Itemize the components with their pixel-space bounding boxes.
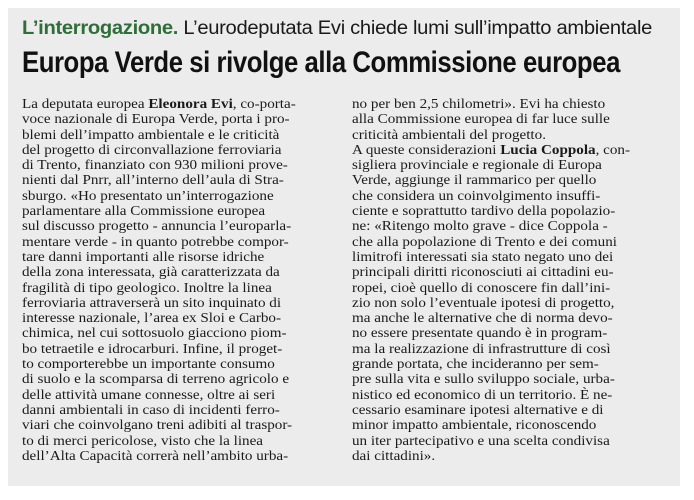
body-text-line: zio non solo l’eventuale ipotesi di progetto,	[352, 294, 615, 310]
body-text-line: dai cittadini».	[352, 447, 436, 463]
body-text-line: che alla popolazione di Trento e dei comuni	[352, 233, 617, 249]
kicker-label: L’interrogazione.	[22, 18, 179, 39]
body-text-line: di suolo e la scomparsa di terreno agricolo e	[22, 371, 290, 387]
body-text-line: danni ambientali in caso di incidenti ferro-	[22, 401, 280, 417]
body-text-line: sigliera provinciale e regionale di Europa	[352, 157, 602, 173]
article-clipping	[8, 8, 680, 486]
body-text-line: ropei, cioè quello di conoscere fin dall’ini-	[352, 279, 611, 295]
body-text-line: to di merci pericolose, visto che la linea	[22, 432, 264, 448]
body-text-line: principali diritti riconosciuti ai cittadini eu-	[352, 264, 614, 280]
right-column	[352, 96, 660, 463]
body-text-line: interesse nazionale, l’area ex Sloi e Carbo-	[22, 310, 282, 326]
body-text-line: ma la realizzazione di infrastrutture di così	[352, 340, 611, 356]
body-text-line: criticità ambientali del progetto.	[352, 126, 546, 142]
body-text-line: minor impatto ambientale, riconoscendo	[352, 417, 597, 433]
kicker	[22, 18, 694, 40]
body-text-line: che considera un coinvolgimento insuffi-	[352, 187, 601, 203]
body-text-line: no essere presentate quando è in program-	[352, 325, 608, 341]
body-text-segment: , co-porta-	[232, 96, 296, 111]
body-text-line: di Trento, finanziato con 930 milioni prove-	[22, 157, 288, 173]
body-text-line: mentare verde - in quanto potrebbe compor-	[22, 233, 289, 249]
body-text-line: chimica, nel cui sottosuolo giacciono piom-	[22, 325, 287, 341]
body-text-line: pre sulla vita e sullo sviluppo sociale, urba-	[352, 371, 615, 387]
body-text-line: parlamentare alla Commissione europea	[22, 203, 266, 219]
kicker-text: L’eurodeputata Evi chiede lumi sull’impatto ambientale	[178, 18, 653, 39]
body-text-segment: A queste considerazioni	[352, 141, 501, 157]
person-name: Lucia Coppola	[500, 141, 596, 157]
body-text-line: un iter partecipativo e una scelta condivisa	[352, 432, 610, 448]
body-text-line: grande portata, che incideranno per sem-	[352, 356, 599, 372]
body-text-line: ciente e soprattutto tardivo della popolazio-	[352, 203, 616, 219]
body-text-segment: , con-	[595, 141, 631, 157]
body-text-line: no per ben 2,5 chilometri». Evi ha chiesto	[352, 96, 606, 111]
body-text-line: dell’Alta Capacità correrà nell’ambito urba-	[22, 447, 289, 463]
body-text-line: del progetto di circonvallazione ferroviaria	[22, 141, 282, 157]
body-text-line: alla Commissione europea di far luce sulle	[352, 111, 610, 127]
body-text-segment: La deputata europea	[22, 96, 149, 111]
body-text-line: delle attività umane connesse, oltre ai seri	[22, 386, 276, 402]
body-text-line: sul discusso progetto - annuncia l’europarla-	[22, 218, 292, 234]
body-text-line: sburgo. «Ho presentato un’interrogazione	[22, 187, 274, 203]
body-text-line: tare danni importanti alle risorse idriche	[22, 248, 265, 264]
body-text-line: to comporterebbe un importante consumo	[22, 356, 275, 372]
body-text-line: blemi dell’impatto ambientale e le criticità	[22, 126, 280, 142]
body-text-line: ferroviaria attraverserà un sito inquinato di	[22, 294, 282, 310]
body-text-line: viari che coinvolgano treni adibiti al traspor-	[22, 417, 293, 433]
body-text-line	[22, 96, 367, 111]
body-text-line: limitrofi interessati sia stato negato uno dei	[352, 248, 614, 264]
left-column	[22, 96, 330, 463]
body-text-line: ma anche le alternative che di norma devo-	[352, 310, 613, 326]
body-text-line: fragilità di tipo geologico. Inoltre la linea	[22, 279, 272, 295]
headline: Europa Verde si rivolge alla Commissione europea	[22, 46, 620, 79]
body-text-line: voce nazionale di Europa Verde, porta i pro-	[22, 111, 290, 127]
person-name: Eleonora Evi	[148, 96, 233, 111]
body-text-line: cessario esaminare ipotesi alternative e di	[352, 401, 604, 417]
body-text-line: ne: «Ritengo molto grave - dice Coppola -	[352, 218, 608, 234]
body-text-line: nistico ed economico di un territorio. È ne-	[352, 386, 613, 402]
body-text-line: della zona interessata, già caratterizzata da	[22, 264, 280, 280]
body-text-line: nienti dal Pnrr, all’interno dell’aula di Stra-	[22, 172, 284, 188]
body-text-line: Verde, aggiunge il rammarico per quello	[352, 172, 597, 188]
body-text-line: bo tetraetile e idrocarburi. Infine, il proget-	[22, 340, 283, 356]
body-text-line	[352, 142, 694, 157]
